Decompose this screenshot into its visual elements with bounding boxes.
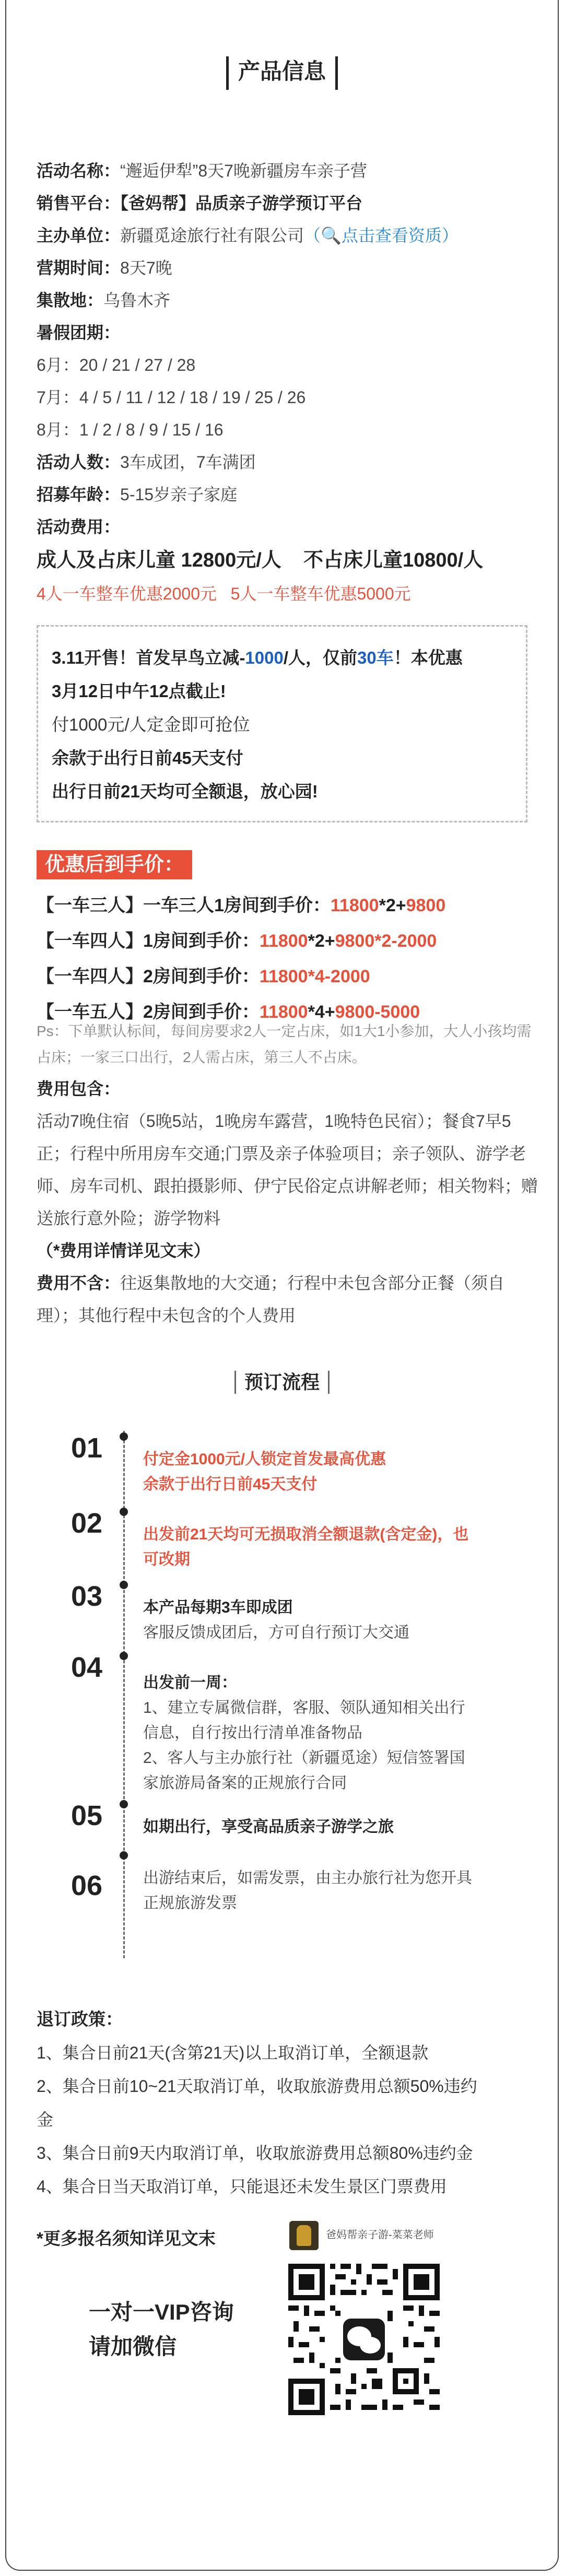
info-row: 营期时间：8天7晚 xyxy=(37,258,172,277)
refund-policy xyxy=(37,2003,538,2255)
promo-badge: 优惠后到手价： xyxy=(37,850,192,879)
fee-exclude: 费用不含：往返集散地的大交通；行程中未包含部分正餐（须自理）；其他行程中未包含的个人费用 xyxy=(37,1274,505,1325)
info-row: 活动名称：“邂逅伊犁”8天7晚新疆房车亲子营 xyxy=(37,161,367,180)
info-row: 8月：1 / 2 / 8 / 9 / 15 / 16 xyxy=(37,420,224,439)
info-row: 暑假团期： xyxy=(37,323,121,342)
step-number: 06 xyxy=(71,1870,103,1901)
policy-item: 1、集合日前21天(含第21天)以上取消订单，全额退款 xyxy=(37,2043,429,2062)
cta-line2: 请加微信 xyxy=(89,2330,177,2364)
policy-item: 3、集合日前9天内取消订单，收取旅游费用总额80%违约金 xyxy=(37,2144,473,2162)
early-bird-notice xyxy=(37,625,527,822)
notice-line: 余款于出行日前45天支付 xyxy=(52,748,243,768)
policy-item: 金 xyxy=(37,2110,54,2129)
promo-list xyxy=(37,888,538,1030)
timeline-dot xyxy=(120,1652,128,1660)
policy-note: *更多报名须知详见文末 xyxy=(37,2229,216,2248)
fee-note: （*费用详情详见文末） xyxy=(37,1241,210,1260)
section-title-flow xyxy=(0,1371,564,1394)
notice-line: 3.11开售！首发早鸟立减-1000/人，仅前30车！本优惠 xyxy=(52,648,463,667)
price-row: 【一车三人】一车三人1房间到手价：11800*2+9800 xyxy=(37,896,446,915)
wechat-name: 爸妈帮亲子游-菜菜老师 xyxy=(326,2229,434,2241)
timeline-dot xyxy=(120,1581,128,1589)
timeline-dot xyxy=(120,1508,128,1516)
fee-include-text: 活动7晚住宿（5晚5站，1晚房车露营，1晚特色民宿）；餐食7早5正；行程中所用房车交通;门票及亲子体验项目；亲子领队、游学老师、房车司机、跟拍摄影师、伊宁民俗定点讲解老师；相关物料；赠送旅行意外险；游学物料 xyxy=(37,1112,538,1228)
step-text: 如期出行，享受高品质亲子游学之旅 xyxy=(143,1818,394,1836)
step-text: 付定金1000元/人锁定首发最高优惠 余款于出行日前45天支付 xyxy=(143,1451,386,1493)
fee-details xyxy=(37,1018,538,1332)
wechat-avatar xyxy=(289,2221,319,2250)
cta-line1: 一对一VIP咨询 xyxy=(89,2300,234,2324)
step-number: 04 xyxy=(71,1652,103,1683)
fee-main: 成人及占床儿童 12800元/人 不占床儿童10800/人 xyxy=(37,549,484,571)
step-text: 出游结束后，如需发票，由主办旅行社为您开具 正规旅游发票 xyxy=(143,1869,472,1912)
fee-discount: 4人一车整车优惠2000元 5人一车整车优惠5000元 xyxy=(37,584,411,603)
step-text: 出发前21天均可无损取消全额退款(含定金)，也 可改期 xyxy=(143,1526,469,1568)
price-row: 【一车五人】2房间到手价：11800*4+9800-5000 xyxy=(37,1002,420,1022)
ps-note: Ps：下单默认标间，每间房要求2人一定占床，如1大1小参加，大人小孩均需占床；一家三口出行，2人需占床，第三人不占床。 xyxy=(37,1023,532,1065)
price-row: 【一车四人】1房间到手价：11800*2+9800*2-2000 xyxy=(37,931,437,951)
info-row: 主办单位：新疆觅途旅行社有限公司（🔍点击查看资质） xyxy=(37,226,459,245)
step-number: 03 xyxy=(71,1581,103,1612)
wechat-qr-code[interactable] xyxy=(288,2264,440,2415)
timeline-dot xyxy=(120,1851,128,1860)
step-text: 本产品每期3车即成团 客服反馈成团后，方可自行预订大交通 xyxy=(143,1599,409,1641)
page-title: 产品信息 xyxy=(226,56,338,90)
policy-item: 4、集合日当天取消订单，只能退还未发生景区门票费用 xyxy=(37,2177,447,2196)
step-number: 02 xyxy=(71,1508,103,1539)
notice-line: 出行日前21天均可全额退，放心园! xyxy=(52,782,318,801)
notice-line: 3月12日中午12点截止! xyxy=(52,681,226,701)
flow-title: 预订流程 xyxy=(234,1371,330,1394)
fee-include-label: 费用包含： xyxy=(37,1079,121,1098)
step-number: 01 xyxy=(71,1432,103,1464)
timeline-dot xyxy=(120,1800,128,1808)
info-row: 活动费用： xyxy=(37,517,121,536)
contact-cta xyxy=(89,2295,234,2364)
policy-title: 退订政策： xyxy=(37,2009,123,2029)
info-row: 6月：20 / 21 / 27 / 28 xyxy=(37,356,196,374)
policy-item: 2、集合日前10~21天取消订单，收取旅游费用总额50%违约 xyxy=(37,2077,477,2096)
notice-line: 付1000元/人定金即可抢位 xyxy=(52,715,250,734)
info-row: 活动人数：3车成团，7车满团 xyxy=(37,453,256,472)
section-title-product xyxy=(0,56,564,90)
info-row: 销售平台：【爸妈帮】品质亲子游学预订平台 xyxy=(37,194,363,213)
info-row: 招募年龄：5-15岁亲子家庭 xyxy=(37,485,238,504)
step-number: 05 xyxy=(71,1800,103,1831)
price-row: 【一车四人】2房间到手价：11800*4-2000 xyxy=(37,967,370,986)
info-row: 7月：4 / 5 / 11 / 12 / 18 / 19 / 25 / 26 xyxy=(37,388,306,407)
info-row: 集散地：乌鲁木齐 xyxy=(37,291,171,310)
timeline-dot xyxy=(120,1432,128,1441)
step-text: 出发前一周： 1、建立专属微信群，客服、领队通知相关出行 信息，自行按出行清单准备物品 2、客人与主办旅行社（新疆觅途）短信签署国 家旅游局备案的正规旅行合同 xyxy=(143,1674,465,1792)
qualification-link[interactable]: （🔍点击查看资质） xyxy=(304,226,459,245)
info-list xyxy=(37,155,538,610)
